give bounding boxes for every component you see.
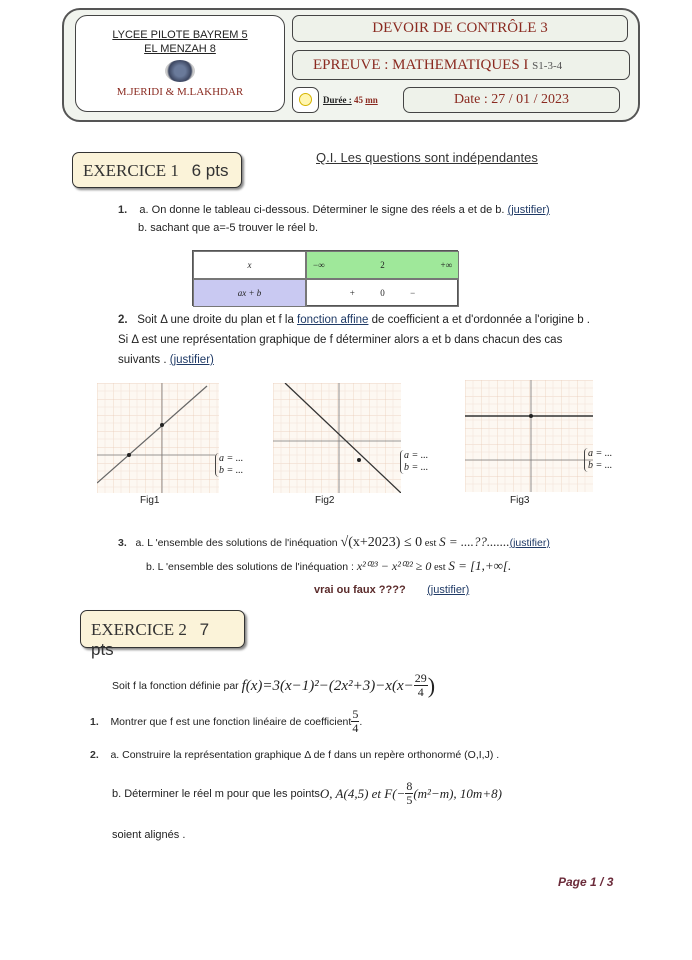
figure-3-graph [465, 380, 593, 492]
function-definition: Soit f la fonction définie par f(x)=3(x−1)²−(2x²+3)−x(x− $\frac{29}{4}$ ) [112, 671, 436, 699]
numerator: 29 [414, 671, 427, 685]
figure-1-answer [215, 453, 243, 477]
figure-2-label: Fig2 [315, 495, 335, 506]
duration-value: 45 [354, 95, 363, 105]
solution-set-2: S = [1,+∞[. [448, 558, 512, 573]
ex2-question-2a [90, 748, 499, 762]
school-location: EL MENZAH 8 [144, 43, 216, 55]
plus-infinity: +∞ [440, 260, 452, 270]
est-word: est [431, 562, 449, 573]
inequation-1: √(x+2023) ≤ 0 [340, 535, 423, 550]
exercise-points: 6 pts [191, 161, 229, 180]
true-or-false: vrai ou faux ???? [314, 584, 406, 596]
subject-box [292, 50, 630, 80]
true-false-line [314, 583, 469, 597]
justify-note: (justifier) [507, 204, 550, 216]
affine-function-link: fonction affine [297, 314, 369, 326]
question-2-text: Soit Δ une droite du plan et f la [137, 314, 298, 326]
sign-right: − [410, 288, 416, 298]
page-number: Page 1 / 3 [558, 875, 614, 889]
answer-b: b = ... [404, 462, 429, 473]
solution-set-1: S = ....??....... [439, 534, 510, 549]
exam-title: DEVOIR DE CONTRÔLE 3 [292, 15, 628, 42]
fraction-8-5 [405, 780, 413, 807]
intro-text: Soit f la fonction définie par [112, 679, 239, 692]
question-number: 1. [90, 715, 99, 728]
answer-b: b = ... [219, 465, 244, 476]
question-1a: a. On donne le tableau ci-dessous. Déterminer le signe des réels a et de b. [139, 204, 508, 216]
exercise-points: 7 pts [91, 620, 210, 659]
denominator: 4 [417, 685, 424, 699]
points-expression-rest: (m²−m), 10m+8) [413, 785, 502, 801]
independence-note: Q.I. Les questions sont indépendantes [316, 150, 538, 165]
question-text: a. Construire la représentation graphique Δ de f dans un repère orthonormé (O,I,J) . [110, 749, 500, 761]
school-box [75, 15, 285, 112]
exam-date: Date : 27 / 01 / 2023 [403, 87, 620, 113]
exercise-title: EXERCICE 1 [83, 161, 179, 180]
school-name: LYCEE PILOTE BAYREM 5 [112, 29, 248, 41]
clock-box [292, 87, 319, 113]
points-expression: O, A(4,5) et F(− [319, 785, 406, 801]
exercise-1-heading [72, 152, 242, 188]
inequation-2: x²⁰²³ − x²⁰²² ≥ 0 [356, 559, 432, 573]
answer-a: a = ... [404, 450, 429, 461]
question-number: 1. [118, 204, 128, 216]
duration [323, 95, 378, 105]
exercise-2-heading [80, 610, 245, 659]
fraction-5-4 [351, 708, 359, 735]
denominator: 4 [352, 721, 359, 735]
question-3b-text: b. L 'ensemble des solutions de l'inéquation : [146, 561, 357, 573]
clock-icon [299, 93, 312, 106]
question-text: Montrer que f est une fonction linéaire de coefficient [110, 715, 352, 728]
numerator: 5 [352, 707, 359, 721]
question-text: b. Déterminer le réel m pour que les points [112, 787, 320, 800]
subject: EPREUVE : MATHEMATIQUES I [313, 57, 529, 73]
classes: S1-3-4 [532, 60, 563, 72]
table-signs [306, 279, 459, 307]
question-number: 2. [90, 749, 99, 761]
question-3b [146, 559, 511, 575]
question-1 [118, 203, 598, 235]
answer-b: b = ... [588, 460, 613, 471]
question-number: 2. [118, 314, 128, 326]
question-2-text-cont: de coefficient a et d'ordonnée a l'origine b . Si Δ est une représentation graphique de f déterminer alors a et b dans chacun des cas suivants . [118, 314, 590, 366]
figure-1-graph [97, 383, 219, 493]
root-value: 2 [380, 260, 385, 270]
table-expr-header: ax + b [193, 279, 306, 307]
figure-2-answer [400, 450, 428, 474]
figure-1-label: Fig1 [140, 495, 160, 506]
figure-3-answer [584, 448, 612, 472]
function-formula: f(x)=3(x−1)²−(2x²+3)−x(x− [241, 677, 414, 694]
table-x-values [306, 251, 459, 279]
answer-a: a = ... [588, 448, 613, 459]
sign-left: + [349, 288, 355, 298]
justify-note: (justifier) [427, 584, 470, 596]
minus-infinity: −∞ [313, 260, 325, 270]
question-2 [118, 310, 598, 370]
question-1b: b. sachant que a=-5 trouver le réel b. [138, 222, 319, 234]
ex2-question-2b [112, 780, 502, 807]
question-end-text: soient alignés . [112, 829, 186, 841]
question-3a-text: a. L 'ensemble des solutions de l'inéquation [135, 537, 341, 549]
duration-unit: mn [365, 95, 378, 105]
sign-zero: 0 [380, 288, 385, 298]
figure-2-graph [273, 383, 401, 493]
ex2-question-1: 1. Montrer que f est une fonction linéaire de coefficient $\frac{5}{4}$ . [90, 707, 363, 735]
teachers: M.JERIDI & M.LAKHDAR [116, 86, 244, 98]
duration-label: Durée : [323, 95, 352, 105]
numerator: 8 [406, 779, 413, 793]
answer-a: a = ... [219, 453, 244, 464]
question-3a [118, 535, 550, 551]
denominator: 5 [406, 793, 413, 807]
table-x-header: x [193, 251, 306, 279]
fraction-29-4 [414, 672, 428, 699]
justify-note: (justifier) [169, 354, 214, 366]
justify-note: (justifier) [509, 537, 550, 549]
est-word: est [422, 538, 440, 549]
sign-table [192, 250, 458, 306]
exercise-title: EXERCICE 2 [91, 620, 187, 639]
school-emblem-icon [165, 60, 195, 82]
figure-3-label: Fig3 [510, 495, 530, 506]
question-number: 3. [118, 537, 127, 549]
